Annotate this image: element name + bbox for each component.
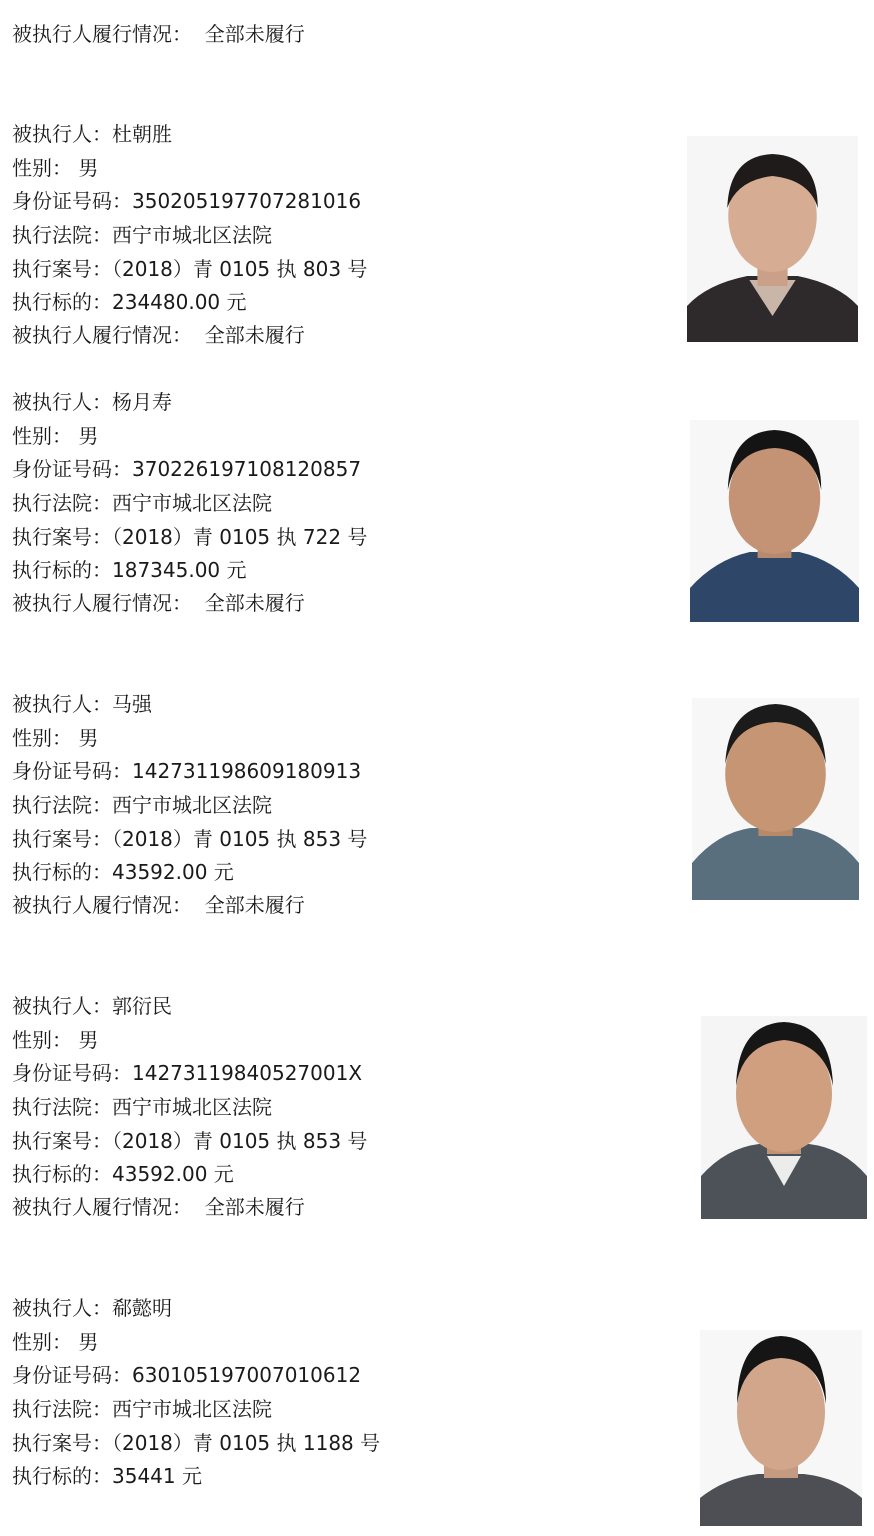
name-line [12, 993, 172, 1019]
status-value: 全部未履行 [204, 323, 305, 347]
gender-label: 性别： [12, 1330, 72, 1354]
name-label: 被执行人： [12, 692, 112, 716]
case-line [12, 1128, 367, 1154]
amount-label: 执行标的： [12, 558, 112, 582]
gender-value: 男 [78, 156, 99, 180]
gender-line [12, 1329, 98, 1355]
gender-label: 性别： [12, 156, 72, 180]
case-line [12, 256, 367, 282]
court-line [12, 1094, 272, 1120]
case-label: 执行案号： [12, 1129, 112, 1153]
case-label: 执行案号： [12, 1431, 112, 1455]
amount-label: 执行标的： [12, 1464, 112, 1488]
id-label: 身份证号码： [12, 457, 132, 481]
amount-line [12, 859, 234, 885]
amount-value: 187345.00 元 [112, 558, 247, 582]
gender-value: 男 [78, 1028, 99, 1052]
court-value: 西宁市城北区法院 [112, 793, 272, 817]
case-value: （2018）青 0105 执 853 号 [112, 1129, 368, 1153]
amount-label: 执行标的： [12, 1162, 112, 1186]
case-value: （2018）青 0105 执 1188 号 [112, 1431, 381, 1455]
court-label: 执行法院： [12, 223, 112, 247]
id-line [12, 1060, 362, 1086]
case-label: 执行案号： [12, 525, 112, 549]
amount-value: 43592.00 元 [112, 1162, 234, 1186]
gender-value: 男 [78, 424, 99, 448]
name-line [12, 691, 152, 717]
amount-value: 43592.00 元 [112, 860, 234, 884]
id-value: 350205197707281016 [132, 189, 362, 213]
gender-value: 男 [78, 726, 99, 750]
court-value: 西宁市城北区法院 [112, 1397, 272, 1421]
case-label: 执行案号： [12, 827, 112, 851]
name-line [12, 389, 172, 415]
amount-label: 执行标的： [12, 290, 112, 314]
person-photo-icon [690, 420, 859, 622]
name-line [12, 121, 172, 147]
id-label: 身份证号码： [12, 1363, 132, 1387]
amount-line [12, 557, 247, 583]
id-line [12, 758, 361, 784]
id-line [12, 188, 361, 214]
status-label: 被执行人履行情况： [12, 22, 192, 46]
person-photo-icon [701, 1016, 867, 1219]
status-label: 被执行人履行情况： [12, 323, 192, 347]
person-photo [700, 1330, 862, 1526]
id-line [12, 1362, 361, 1388]
gender-line [12, 725, 98, 751]
id-label: 身份证号码： [12, 1061, 132, 1085]
name-value: 杜朝胜 [112, 122, 172, 146]
status-label: 被执行人履行情况： [12, 591, 192, 615]
person-photo [690, 420, 859, 622]
id-value: 630105197007010612 [132, 1363, 362, 1387]
case-value: （2018）青 0105 执 803 号 [112, 257, 368, 281]
top-status-line [12, 21, 305, 47]
id-label: 身份证号码： [12, 189, 132, 213]
person-photo-icon [692, 698, 859, 900]
name-value: 郗懿明 [112, 1296, 172, 1320]
gender-line [12, 423, 98, 449]
case-value: （2018）青 0105 执 853 号 [112, 827, 368, 851]
amount-value: 234480.00 元 [112, 290, 247, 314]
court-label: 执行法院： [12, 491, 112, 515]
court-label: 执行法院： [12, 1397, 112, 1421]
id-value: 370226197108120857 [132, 457, 362, 481]
amount-line [12, 1463, 202, 1489]
status-value: 全部未履行 [204, 591, 305, 615]
amount-value: 35441 元 [112, 1464, 202, 1488]
amount-line [12, 289, 247, 315]
id-label: 身份证号码： [12, 759, 132, 783]
gender-label: 性别： [12, 726, 72, 750]
name-label: 被执行人： [12, 1296, 112, 1320]
amount-label: 执行标的： [12, 860, 112, 884]
status-label: 被执行人履行情况： [12, 1195, 192, 1219]
court-value: 西宁市城北区法院 [112, 491, 272, 515]
gender-label: 性别： [12, 1028, 72, 1052]
court-line [12, 222, 272, 248]
id-value: 14273119840527001X [132, 1061, 363, 1085]
name-label: 被执行人： [12, 122, 112, 146]
name-value: 郭衍民 [112, 994, 172, 1018]
status-value: 全部未履行 [204, 1195, 305, 1219]
name-value: 杨月寿 [112, 390, 172, 414]
status-line [12, 590, 305, 616]
person-photo [701, 1016, 867, 1219]
person-photo [692, 698, 859, 900]
status-value: 全部未履行 [204, 22, 305, 46]
gender-value: 男 [78, 1330, 99, 1354]
id-value: 142731198609180913 [132, 759, 362, 783]
court-line [12, 792, 272, 818]
case-label: 执行案号： [12, 257, 112, 281]
status-line [12, 1194, 305, 1220]
court-value: 西宁市城北区法院 [112, 1095, 272, 1119]
case-line [12, 1430, 380, 1456]
name-line [12, 1295, 172, 1321]
gender-label: 性别： [12, 424, 72, 448]
status-line [12, 322, 305, 348]
amount-line [12, 1161, 234, 1187]
status-value: 全部未履行 [204, 893, 305, 917]
court-label: 执行法院： [12, 1095, 112, 1119]
person-photo [687, 136, 858, 342]
case-line [12, 826, 367, 852]
person-photo-icon [687, 136, 858, 342]
status-line [12, 892, 305, 918]
id-line [12, 456, 361, 482]
court-line [12, 490, 272, 516]
name-label: 被执行人： [12, 994, 112, 1018]
gender-line [12, 155, 98, 181]
court-value: 西宁市城北区法院 [112, 223, 272, 247]
name-label: 被执行人： [12, 390, 112, 414]
court-line [12, 1396, 272, 1422]
person-photo-icon [700, 1330, 862, 1526]
court-label: 执行法院： [12, 793, 112, 817]
case-value: （2018）青 0105 执 722 号 [112, 525, 368, 549]
status-label: 被执行人履行情况： [12, 893, 192, 917]
gender-line [12, 1027, 98, 1053]
case-line [12, 524, 367, 550]
name-value: 马强 [112, 692, 152, 716]
